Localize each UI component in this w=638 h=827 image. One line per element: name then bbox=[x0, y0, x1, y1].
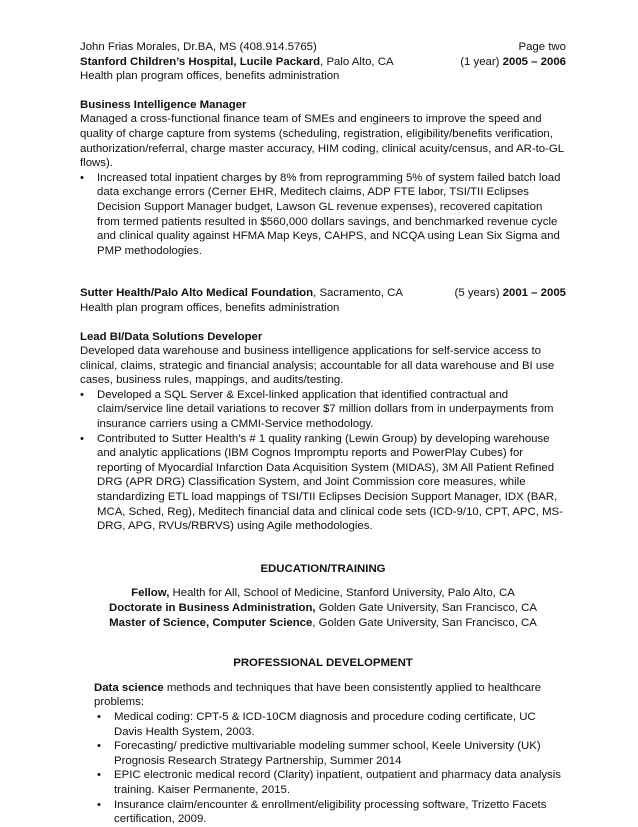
education-entry: Doctorate in Business Administration, Golden Gate University, San Francisco, CA bbox=[109, 602, 537, 614]
list-item: • Developed a SQL Server & Excel-linked application that identified contractual and claim/service line detail variations to recover $7 million dollars from in underpayments from insurance carriers using a CMMI-Service methodology. bbox=[80, 388, 566, 432]
professional-development bbox=[80, 681, 566, 827]
education-entry: Fellow, Health for All, School of Medicine, Stanford University, Palo Alto, CA bbox=[131, 587, 515, 600]
name-line: John Frias Morales, Dr.BA, MS (408.914.5765) bbox=[80, 41, 317, 53]
job-bullets bbox=[80, 171, 566, 259]
years: 2001 – 2005 bbox=[502, 287, 566, 300]
pd-intro: Data science methods and techniques that have been consistently applied to healthcare problems: bbox=[94, 681, 542, 709]
job-title: Business Intelligence Manager bbox=[80, 98, 247, 111]
spacer bbox=[80, 258, 566, 272]
job-header bbox=[80, 55, 566, 70]
job-summary: Managed a cross-functional finance team of SMEs and engineers to improve the speed and quality of charge capture from systems (scheduling, registration, eligibility/benefits verification, authorization/referral, charge master accuracy, HIM coding, clinical acuity/census, and AR-to-GL flows). bbox=[80, 113, 564, 170]
list-item: • Increased total inpatient charges by 8% from reprogramming 5% of system failed batch load data exchange errors (Cerner EHR, Meditech claims, ADP FTE labor, TSI/TII Eclipses Decision Support Manager budget, Lawson GL revenue expenses), recovered capitation from termed patients resulted in $560,000 dollars savings, and benchmarked revenue cycle and clinical quality against HFMA Map Keys, CAHPS, and NCQA using Lean Six Sigma and PMP methodologies. bbox=[80, 171, 566, 259]
education-entry: Master of Science, Computer Science, Golden Gate University, San Francisco, CA bbox=[109, 616, 537, 629]
page-label: Page two bbox=[518, 41, 566, 53]
professional-development-heading: PROFESSIONAL DEVELOPMENT bbox=[233, 657, 413, 670]
employer: Sutter Health/Palo Alto Medical Foundation bbox=[80, 287, 314, 300]
job-context: Health plan program offices, benefits administration bbox=[80, 70, 340, 83]
job-header bbox=[80, 286, 566, 301]
resume-page bbox=[80, 40, 566, 827]
list-item: • Medical coding: CPT-5 & ICD-10CM diagnosis and procedure coding certificate, UC Davis Health System, 2003. bbox=[94, 710, 566, 739]
location: , Palo Alto, CA bbox=[320, 55, 394, 68]
job-bullets bbox=[80, 388, 566, 534]
duration: (5 years) bbox=[454, 287, 503, 300]
list-item: • EPIC electronic medical record (Clarity) inpatient, outpatient and pharmacy data analysis training. Kaiser Permanente, 2015. bbox=[94, 768, 566, 797]
list-item: • Forecasting/ predictive multivariable modeling summer school, Keele University (UK) Prognosis Research Strategy Partnership, Summer 2014 bbox=[94, 739, 566, 768]
job-context: Health plan program offices, benefits administration bbox=[80, 301, 340, 314]
education-heading: EDUCATION/TRAINING bbox=[260, 562, 386, 575]
years: 2005 – 2006 bbox=[502, 55, 566, 68]
location: , Sacramento, CA bbox=[313, 287, 404, 300]
page-header bbox=[80, 40, 566, 55]
duration: (1 year) bbox=[460, 55, 503, 68]
job-summary: Developed data warehouse and business intelligence applications for self-service access to clinical, claims, strategic and financial analysis; accountable for all data warehouse and BI use cases, business rules, mappings, and audits/testing. bbox=[80, 345, 555, 387]
education-list bbox=[80, 586, 566, 630]
employer: Stanford Children’s Hospital, Lucile Packard bbox=[80, 55, 321, 68]
list-item: • Insurance claim/encounter & enrollment/eligibility processing software, Trizetto Facets certification, 2009. bbox=[94, 798, 566, 827]
list-item: • Contributed to Sutter Health’s # 1 quality ranking (Lewin Group) by developing warehouse and analytic applications (IBM Cognos Impromptu reports and PowerPlay Cubes) for reporting of Myocardial Infarction Data Acquisition System (MIDAS), 3M All Patient Refined DRG (APR DRG) Classification System, and Joint Commission core measures, while standardizing ETL load mappings of TSI/TII Eclipses Decision Support Manager, IDX (BAR, MCA, Sched, Reg), Meditech financial data and clinical code sets (ICD-9/10, CPT, APC, MS-DRG, APG, RVUs/RBRVS) using Agile methodologies. bbox=[80, 432, 566, 534]
job-title: Lead BI/Data Solutions Developer bbox=[80, 330, 263, 343]
pd-bullets bbox=[94, 710, 566, 827]
job-stanford bbox=[80, 55, 566, 259]
job-sutter bbox=[80, 286, 566, 534]
